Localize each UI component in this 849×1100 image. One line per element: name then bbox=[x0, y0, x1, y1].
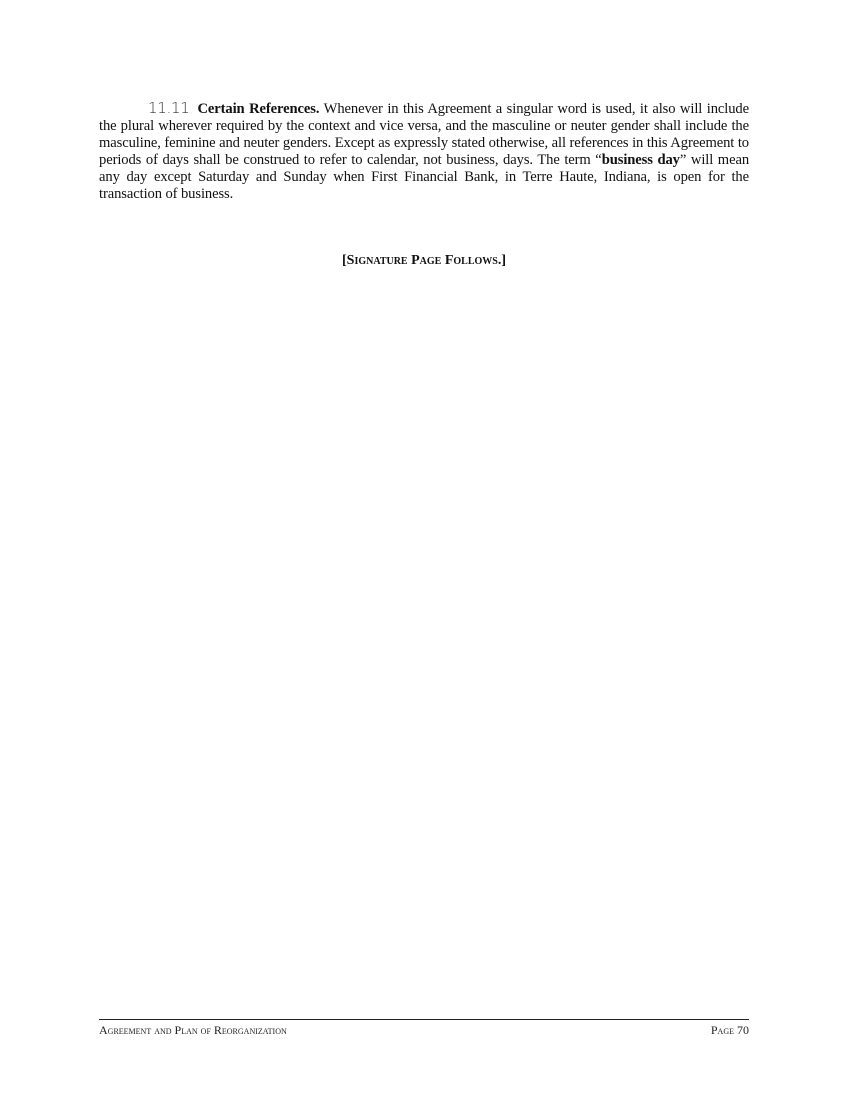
section-11-11 bbox=[99, 100, 749, 204]
signature-page-notice bbox=[99, 253, 749, 269]
section-text-part1: Whenever in this Agreement a singular word is used, it also will include the plural wherever required by the context and vice versa, and the masculine or neuter gender shall include the masculine, feminine and neuter genders. Except as expressly stated otherwise, all references in this Agreement to periods of days shall be construed to refer to calendar, not business, days. The term “ bbox=[99, 101, 749, 169]
footer-document-title: Agreement and Plan of Reorganization bbox=[99, 1023, 287, 1037]
page-footer bbox=[99, 1019, 749, 1038]
signature-page-notice-text: [Signature Page Follows.] bbox=[342, 253, 506, 268]
defined-term: business day bbox=[601, 152, 680, 169]
section-heading: Certain References. bbox=[197, 101, 320, 117]
section-number: 11.11 bbox=[148, 99, 190, 117]
footer-page-number: Page 70 bbox=[710, 1023, 749, 1037]
section-text-part2: ” will mean any day except Saturday and Sunday when First Financial Bank, in Terre Haute, Indiana, is open for the transaction of business. bbox=[99, 152, 750, 203]
